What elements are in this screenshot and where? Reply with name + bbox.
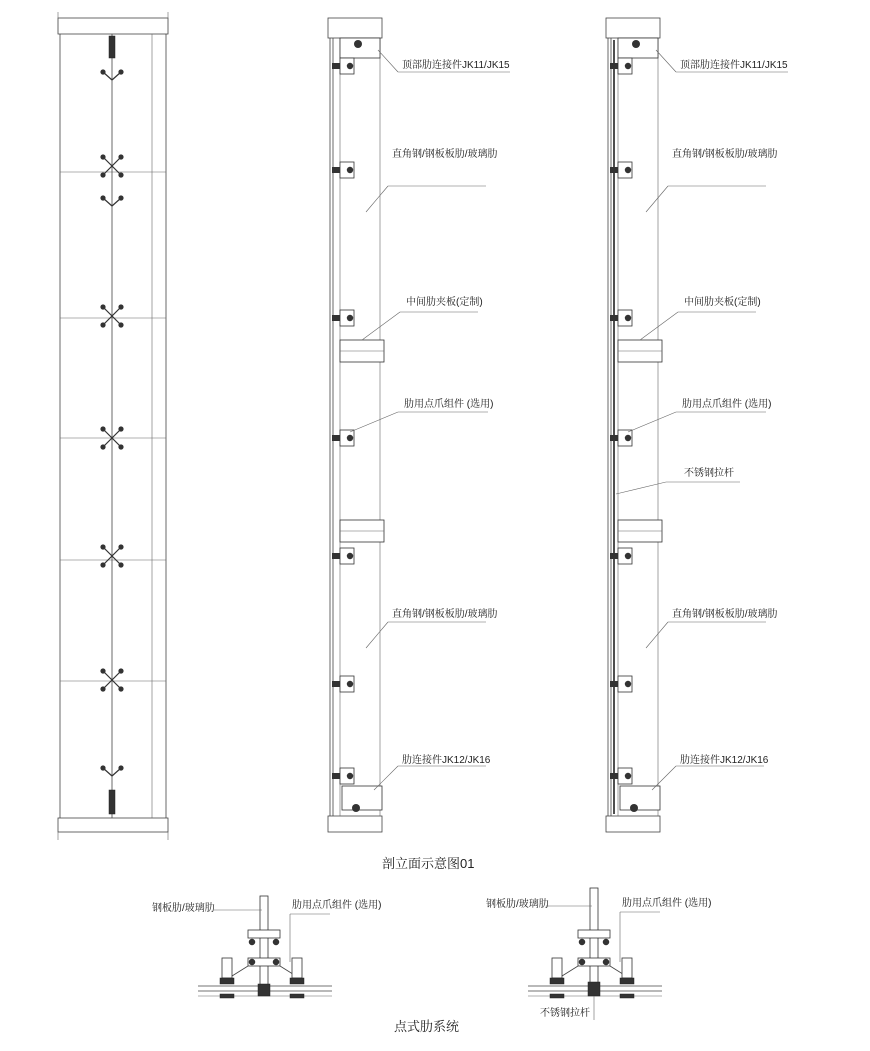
claw-bolt bbox=[625, 553, 631, 559]
label-plan-claw-left: 肋用点爪组件 (选用) bbox=[292, 900, 382, 911]
label-plan-rib-left: 钢板肋/玻璃肋 bbox=[152, 903, 215, 914]
claw-bolt bbox=[625, 435, 631, 441]
section-1-labels bbox=[350, 50, 510, 790]
label-rib-type-2a: 直角钢/钢板板肋/玻璃肋 bbox=[672, 149, 778, 160]
label-steel-rod: 不锈钢拉杆 bbox=[684, 468, 734, 479]
label-middle-clamp-2: 中间肋夹板(定制) bbox=[684, 297, 761, 308]
claw-bolt bbox=[625, 773, 631, 779]
section-elevation-1 bbox=[328, 18, 384, 832]
claw-bolt bbox=[625, 167, 631, 173]
claw-pin bbox=[610, 681, 618, 687]
claw-bolt bbox=[625, 315, 631, 321]
label-claw-1: 肋用点爪组件 (选用) bbox=[404, 399, 494, 410]
label-top-connector-1: 顶部肋连接件JK11/JK15 bbox=[402, 60, 510, 71]
claw-pin bbox=[332, 773, 340, 779]
claw-pin bbox=[610, 315, 618, 321]
front-elevation bbox=[58, 12, 168, 840]
claw-pin bbox=[610, 167, 618, 173]
claw-bolt bbox=[347, 167, 353, 173]
claw-bolt bbox=[347, 681, 353, 687]
claw-pin bbox=[332, 63, 340, 69]
claw-bolt bbox=[347, 63, 353, 69]
claw-pin bbox=[332, 681, 340, 687]
claw-pin bbox=[610, 435, 618, 441]
label-rib-type-1b: 直角钢/钢板板肋/玻璃肋 bbox=[392, 609, 498, 620]
claw-bolt bbox=[347, 435, 353, 441]
label-top-connector-2: 顶部肋连接件JK11/JK15 bbox=[680, 60, 788, 71]
claw-pin bbox=[332, 315, 340, 321]
top-connector-bolt bbox=[632, 40, 640, 48]
label-plan-rod-right: 不锈钢拉杆 bbox=[540, 1008, 590, 1019]
bottom-connector-bolt bbox=[352, 804, 360, 812]
elevation-caption: 剖立面示意图01 bbox=[382, 856, 475, 871]
claw-pin bbox=[610, 553, 618, 559]
claw-bolt bbox=[625, 681, 631, 687]
claw-bolt bbox=[347, 773, 353, 779]
label-plan-rib-right: 钢板肋/玻璃肋 bbox=[486, 899, 549, 910]
claw-pin bbox=[610, 773, 618, 779]
claw-bolt bbox=[625, 63, 631, 69]
claw-pin bbox=[610, 63, 618, 69]
claw-pin bbox=[332, 553, 340, 559]
claw-pin bbox=[332, 167, 340, 173]
plan-caption: 点式肋系统 bbox=[394, 1019, 460, 1034]
bottom-connector-plate bbox=[342, 786, 382, 810]
section-elevation-2 bbox=[606, 18, 662, 832]
section-2-labels bbox=[616, 50, 788, 790]
label-middle-clamp-1: 中间肋夹板(定制) bbox=[406, 297, 483, 308]
claw-bolt bbox=[347, 553, 353, 559]
plan-detail-left bbox=[198, 896, 332, 998]
label-claw-2: 肋用点爪组件 (选用) bbox=[682, 399, 772, 410]
bottom-connector-plate bbox=[620, 786, 660, 810]
label-plan-claw-right: 肋用点爪组件 (选用) bbox=[622, 898, 712, 909]
label-rib-type-2b: 直角钢/钢板板肋/玻璃肋 bbox=[672, 609, 778, 620]
label-rib-type-1a: 直角钢/钢板板肋/玻璃肋 bbox=[392, 149, 498, 160]
label-bottom-connector-2: 肋连接件JK12/JK16 bbox=[680, 755, 769, 766]
label-bottom-connector-1: 肋连接件JK12/JK16 bbox=[402, 755, 491, 766]
claw-pin bbox=[332, 435, 340, 441]
bottom-connector-bolt bbox=[630, 804, 638, 812]
top-connector-bolt bbox=[354, 40, 362, 48]
claw-bolt bbox=[347, 315, 353, 321]
